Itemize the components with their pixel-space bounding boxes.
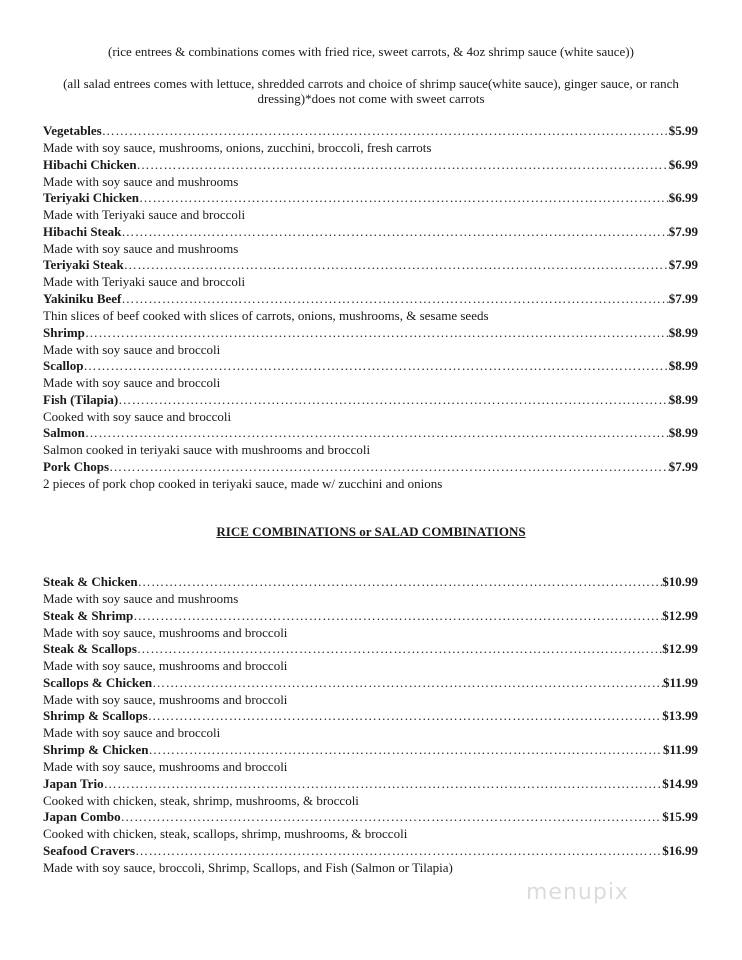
menu-item-price: $12.99 <box>662 607 698 623</box>
menu-item-description: Made with soy sauce, mushrooms and broccoli <box>43 624 288 640</box>
menu-item-price: $7.99 <box>668 257 698 273</box>
menu-item-row <box>43 290 698 307</box>
menu-item-name: Teriyaki Steak <box>43 257 124 273</box>
menu-item-price: $7.99 <box>668 459 698 474</box>
menu-item-description: Made with soy sauce and broccoli <box>43 725 221 741</box>
dot-leader <box>124 256 669 273</box>
menu-item-description: Made with soy sauce, broccoli, Shrimp, Scallops, and Fish (Salmon or Tilapia) <box>43 859 453 875</box>
menu-item-description: Made with Teriyaki sauce and broccoli <box>43 274 246 290</box>
menu-item-description: Made with Teriyaki sauce and broccoli <box>43 207 246 223</box>
menu-item-price: $8.99 <box>668 425 698 441</box>
menu-item-row <box>43 122 698 139</box>
dot-leader <box>137 156 669 173</box>
dot-leader <box>138 573 663 590</box>
menu-item-price: $6.99 <box>668 190 698 206</box>
menu-item-name: Shrimp & Scallops <box>43 708 148 724</box>
menu-item-row <box>43 573 698 590</box>
menu-item-row <box>43 424 698 441</box>
menu-item-row <box>43 189 698 206</box>
dot-leader <box>135 842 662 859</box>
menu-item-price: $12.99 <box>662 641 698 657</box>
menu-item-name: Shrimp & Chicken <box>43 742 149 757</box>
watermark-logo: menupix <box>526 880 629 905</box>
menu-item-description: Made with soy sauce, mushrooms and broccoli <box>43 658 288 674</box>
menu-item-row <box>43 607 698 624</box>
menu-item-description: Made with soy sauce and broccoli <box>43 341 221 357</box>
menu-item-row <box>43 156 698 173</box>
menu-item-name: Hibachi Steak <box>43 223 122 239</box>
menu-item-description: 2 pieces of pork chop cooked in teriyaki sauce, made w/ zucchini and onions <box>43 476 443 491</box>
menu-item-price: $11.99 <box>662 742 698 757</box>
menu-item-price: $16.99 <box>662 842 698 858</box>
dot-leader <box>148 741 662 758</box>
dot-leader <box>83 357 668 374</box>
menu-item-price: $8.99 <box>668 391 698 407</box>
note-salad-line-2: dressing)*does not come with sweet carrots <box>257 91 485 106</box>
menu-item-price: $11.99 <box>662 674 698 690</box>
dot-leader <box>85 424 669 441</box>
menu-item-name: Yakiniku Beef <box>43 291 122 306</box>
menu-item-row <box>43 324 698 341</box>
menu-item-name: Japan Combo <box>43 809 121 825</box>
note-rice: (rice entrees & combinations comes with fried rice, sweet carrots, & 4oz shrimp sauce (white sauce)) <box>108 44 634 59</box>
menu-item-price: $6.99 <box>668 156 698 172</box>
dot-leader <box>133 607 662 624</box>
dot-leader <box>102 122 669 139</box>
menu-item-name: Vegetables <box>43 123 102 138</box>
dot-leader <box>109 458 669 475</box>
menu-item-row <box>43 741 698 758</box>
menu-item-name: Teriyaki Chicken <box>43 190 139 206</box>
menu-item-description: Made with soy sauce and mushrooms <box>43 591 239 606</box>
dot-leader <box>121 223 668 240</box>
menu-item-name: Steak & Scallops <box>43 641 137 657</box>
menu-item-name: Pork Chops <box>43 459 110 474</box>
menu-item-row <box>43 223 698 240</box>
dot-leader <box>85 324 669 341</box>
menu-item-name: Salmon <box>43 425 85 441</box>
menu-item-description: Made with soy sauce and broccoli <box>43 375 221 391</box>
menu-item-name: Hibachi Chicken <box>43 156 137 172</box>
menu-item-name: Japan Trio <box>43 775 104 791</box>
menu-item-row <box>43 707 698 724</box>
menu-item-name: Scallops & Chicken <box>43 674 153 690</box>
menu-item-price: $13.99 <box>662 708 698 724</box>
menu-item-description: Made with soy sauce, mushrooms and broccoli <box>43 691 288 707</box>
menu-item-price: $8.99 <box>668 358 698 374</box>
menu-item-description: Cooked with soy sauce and broccoli <box>43 408 232 424</box>
menu-item-name: Steak & Chicken <box>43 574 138 589</box>
menu-item-description: Cooked with chicken, steak, scallops, shrimp, mushrooms, & broccoli <box>43 826 408 842</box>
menu-item-price: $14.99 <box>662 775 698 791</box>
dot-leader <box>104 775 663 792</box>
dot-leader <box>121 290 668 307</box>
dot-leader <box>118 391 668 408</box>
dot-leader <box>137 640 662 657</box>
menu-item-price: $7.99 <box>668 291 698 306</box>
combo-section-title: RICE COMBINATIONS or SALAD COMBINATIONS <box>216 524 526 539</box>
menu-item-description: Made with soy sauce, mushrooms, onions, zucchini, broccoli, fresh carrots <box>43 140 432 155</box>
dot-leader <box>148 707 663 724</box>
menu-item-row <box>43 640 698 657</box>
menu-item-price: $5.99 <box>668 123 698 138</box>
menu-item-description: Thin slices of beef cooked with slices of carrots, onions, mushrooms, & sesame seeds <box>43 308 489 323</box>
menu-item-description: Made with soy sauce and mushrooms <box>43 173 239 189</box>
menu-item-row <box>43 391 698 408</box>
menu-item-description: Cooked with chicken, steak, shrimp, mushrooms, & broccoli <box>43 792 359 808</box>
menu-item-price: $8.99 <box>668 324 698 340</box>
dot-leader <box>139 189 669 206</box>
menu-item-name: Fish (Tilapia) <box>43 391 119 407</box>
note-salad-line-1: (all salad entrees comes with lettuce, shredded carrots and choice of shrimp sauce(white sauce), ginger sauce, or ranch <box>63 76 679 91</box>
menu-item-row <box>43 674 698 691</box>
menu-item-description: Salmon cooked in teriyaki sauce with mushrooms and broccoli <box>43 442 371 458</box>
menu-item-row <box>43 775 698 792</box>
menu-item-price: $10.99 <box>662 574 698 589</box>
menu-item-name: Shrimp <box>43 324 85 340</box>
menu-item-row <box>43 256 698 273</box>
menu-item-description: Made with soy sauce, mushrooms and broccoli <box>43 759 288 774</box>
menu-item-name: Seafood Cravers <box>43 842 136 858</box>
menu-item-row <box>43 458 698 475</box>
menu-item-name: Steak & Shrimp <box>43 607 134 623</box>
menu-item-name: Scallop <box>43 358 84 374</box>
menu-item-row <box>43 842 698 859</box>
dot-leader <box>121 808 663 825</box>
menu-item-row <box>43 357 698 374</box>
menu-item-price: $15.99 <box>662 809 698 825</box>
menu-item-description: Made with soy sauce and mushrooms <box>43 240 239 256</box>
menu-item-price: $7.99 <box>668 223 698 239</box>
dot-leader <box>152 674 663 691</box>
menu-item-row <box>43 808 698 825</box>
